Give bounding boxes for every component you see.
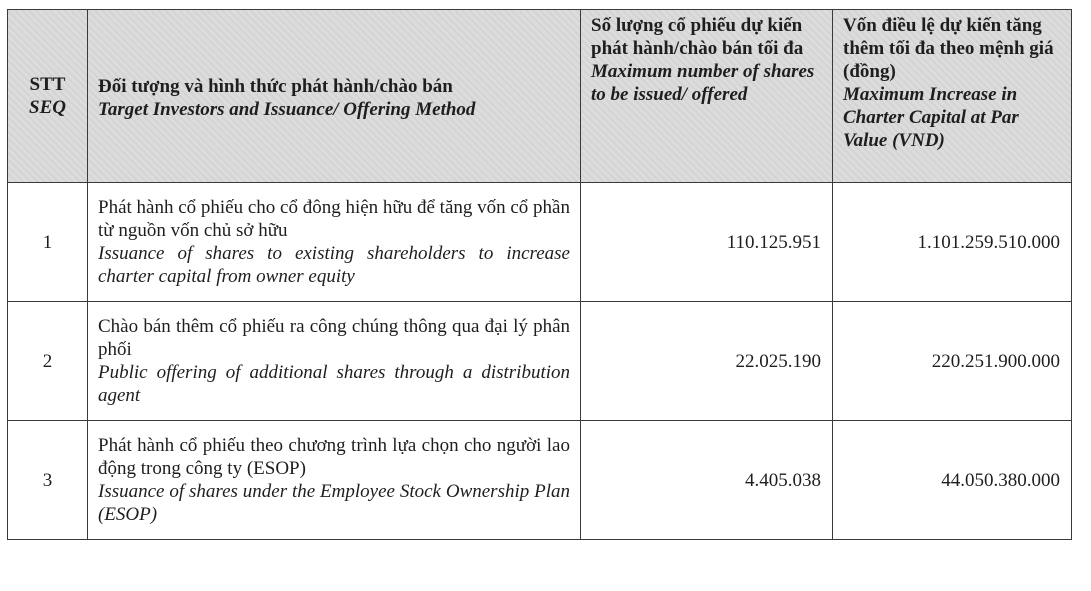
table-row (8, 421, 1072, 540)
header-capital-en: Maximum Increase in Charter Capital at Par Value (VND) (843, 84, 1019, 151)
header-target-en: Target Investors and Issuance/ Offering Method (98, 99, 476, 120)
row-description-en: Issuance of shares to existing shareholders to increase charter capital from owner equity (98, 243, 570, 287)
row-description-en: Public offering of additional shares through a distribution agent (98, 362, 570, 406)
row-shares: 110.125.951 (581, 183, 833, 302)
row-description-vi: Phát hành cổ phiếu theo chương trình lựa chọn cho người lao động trong công ty (ESOP) (98, 435, 570, 479)
row-description (88, 421, 581, 540)
header-capital (833, 10, 1072, 183)
header-shares (581, 10, 833, 183)
row-shares: 22.025.190 (581, 302, 833, 421)
header-shares-en: Maximum number of shares to be issued/ offered (591, 61, 815, 105)
row-capital: 44.050.380.000 (833, 421, 1072, 540)
header-seq-en: SEQ (29, 97, 66, 118)
row-seq: 2 (8, 302, 88, 421)
header-seq (8, 10, 88, 183)
table-row (8, 183, 1072, 302)
header-seq-vi: STT (29, 74, 66, 95)
row-shares: 4.405.038 (581, 421, 833, 540)
header-target (88, 10, 581, 183)
row-description-vi: Chào bán thêm cổ phiếu ra công chúng thông qua đại lý phân phối (98, 316, 570, 360)
table-row (8, 302, 1072, 421)
row-capital: 220.251.900.000 (833, 302, 1072, 421)
row-seq: 3 (8, 421, 88, 540)
issuance-table (7, 9, 1072, 540)
header-shares-vi: Số lượng cổ phiếu dự kiến phát hành/chào bán tối đa (591, 15, 804, 59)
table-header-row (8, 10, 1072, 183)
header-target-vi: Đối tượng và hình thức phát hành/chào bán (98, 76, 453, 97)
row-description (88, 302, 581, 421)
row-capital: 1.101.259.510.000 (833, 183, 1072, 302)
row-description-en: Issuance of shares under the Employee Stock Ownership Plan (ESOP) (98, 481, 570, 525)
row-seq: 1 (8, 183, 88, 302)
header-capital-vi: Vốn điều lệ dự kiến tăng thêm tối đa theo mệnh giá (đồng) (843, 15, 1054, 82)
row-description-vi: Phát hành cổ phiếu cho cổ đông hiện hữu để tăng vốn cổ phần từ nguồn vốn chủ sở hữu (98, 197, 570, 241)
row-description (88, 183, 581, 302)
